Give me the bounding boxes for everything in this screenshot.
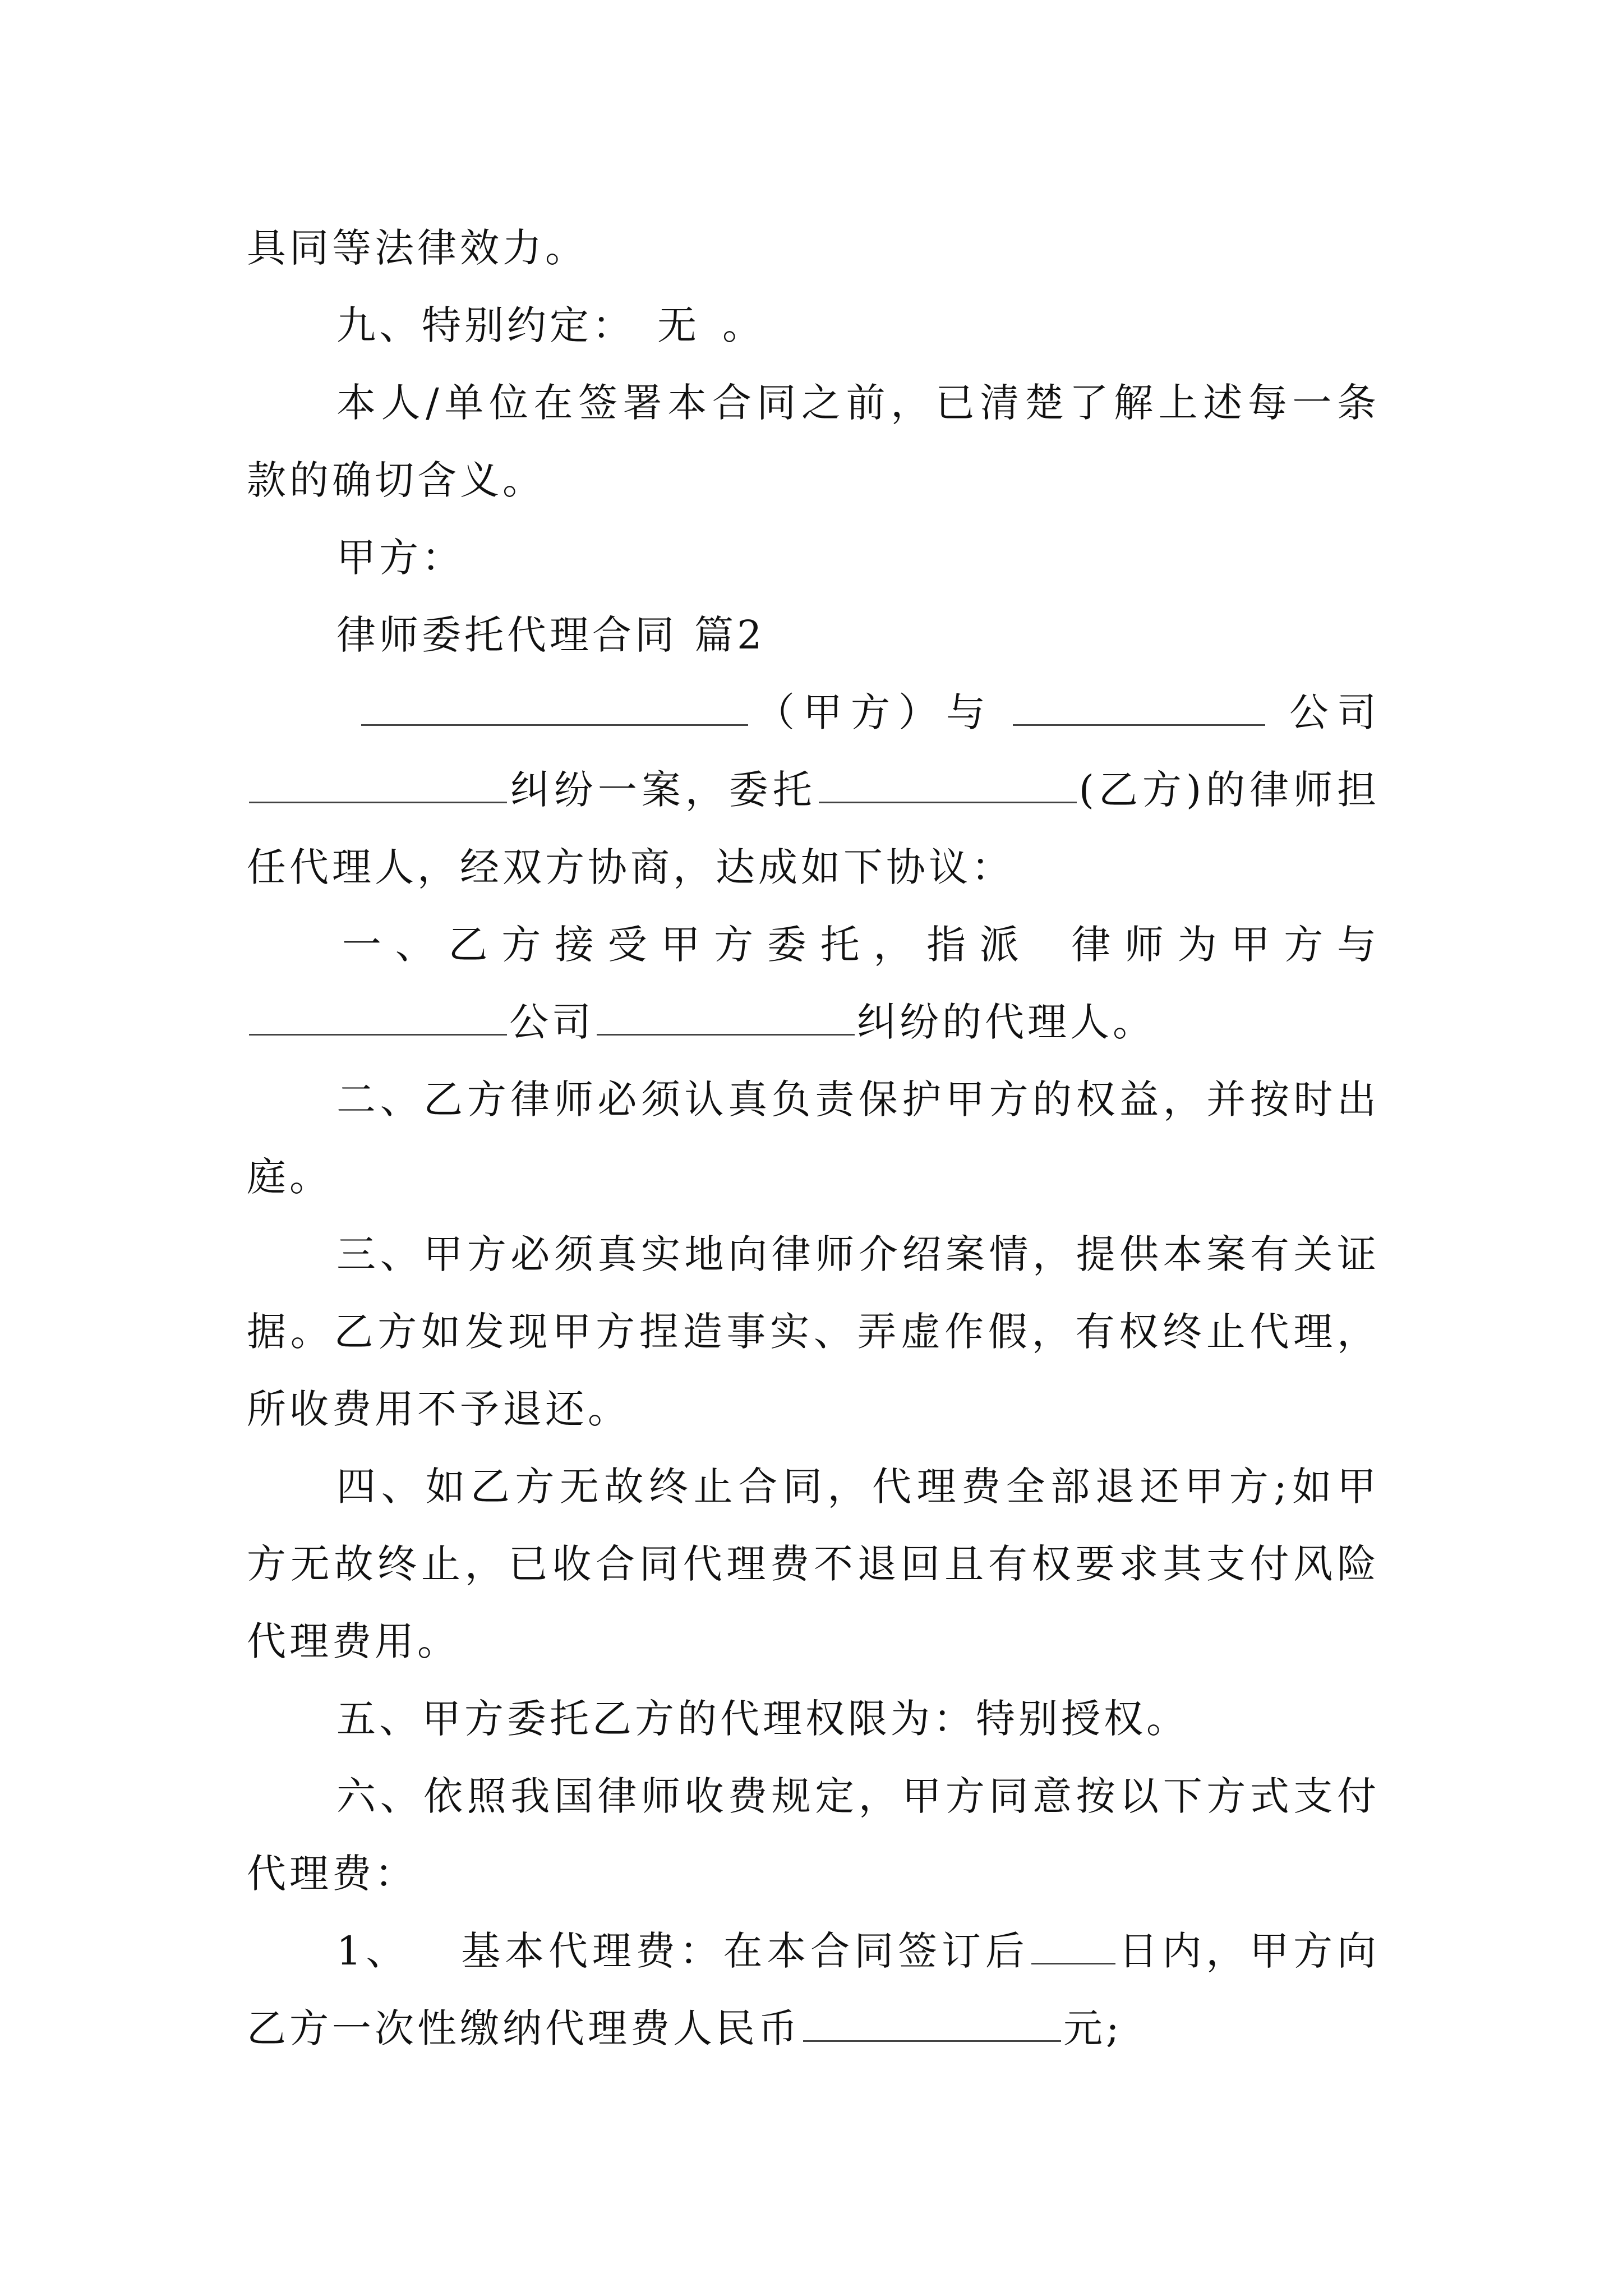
text-segment: 九、特别约定： <box>336 302 635 348</box>
text-segment: 公司 <box>509 999 594 1045</box>
paragraph-line <box>336 1226 1380 1282</box>
signature-label: 甲方： <box>336 535 464 581</box>
paragraph-line <box>336 297 1380 353</box>
text-segment: 乙方一次性缴纳代理费人民币 <box>247 2005 801 2051</box>
paragraph-line <box>336 375 1380 431</box>
text-segment: 四、如乙方无故终止合同，代理费全部退还甲方;如甲 <box>336 1464 1380 1510</box>
text-segment: 具同等法律效力。 <box>247 225 588 271</box>
paragraph-line <box>247 762 1380 818</box>
text-segment: 五、甲方委托乙方的代理权限为：特别授权。 <box>336 1696 1189 1742</box>
paragraph-line <box>359 684 1380 740</box>
paragraph-line <box>247 1846 1380 1902</box>
text-segment: 据。乙方如发现甲方捏造事实、弄虚作假，有权终止代理， <box>247 1309 1380 1355</box>
paragraph-line <box>247 220 1380 276</box>
text-segment: 律师委托代理合同 <box>336 612 677 658</box>
fill-blank[interactable] <box>249 995 507 1036</box>
fill-blank[interactable] <box>1031 1924 1115 1964</box>
text-segment: 无 <box>657 302 700 348</box>
text-segment: 所收费用不予退还。 <box>247 1386 630 1432</box>
text-segment: 本人/单位在签署本合同之前，已清楚了解上述每一条 <box>336 380 1380 426</box>
paragraph-line <box>247 1613 1380 1669</box>
text-segment: (乙方)的律师担 <box>1078 767 1380 813</box>
text-segment: 律师为甲方与 <box>1061 922 1380 968</box>
list-number: 1、 <box>336 1928 410 1974</box>
paragraph-line <box>336 530 1380 586</box>
fill-blank[interactable] <box>597 995 855 1036</box>
fill-blank[interactable] <box>249 762 507 803</box>
text-segment: 方无故终止，已收合同代理费不退回且有权要求其支付风险 <box>247 1541 1380 1587</box>
fill-blank[interactable] <box>1013 685 1265 726</box>
section-title <box>336 607 1380 663</box>
paragraph-line <box>247 452 1380 508</box>
paragraph-line <box>247 1381 1380 1437</box>
fill-blank[interactable] <box>819 762 1077 803</box>
text-segment: 代理费： <box>247 1851 417 1897</box>
text-segment: 纠纷一案，委托 <box>509 767 817 813</box>
text-segment: 一、乙方接受甲方委托，指派 <box>342 922 1033 968</box>
paragraph-line <box>247 2000 1380 2056</box>
text-segment: 公司 <box>1284 689 1380 735</box>
text-segment: 三、甲方必须真实地向律师介绍案情，提供本案有关证 <box>336 1231 1380 1277</box>
text-segment: 基本代理费：在本合同签订后 <box>460 1928 1029 1974</box>
text-segment: 二、乙方律师必须认真负责保护甲方的权益，并按时出 <box>336 1076 1380 1122</box>
paragraph-line <box>247 1149 1380 1205</box>
paragraph-line <box>336 1691 1380 1747</box>
paragraph-line <box>336 1071 1380 1128</box>
text-segment: 日内，甲方向 <box>1117 1928 1380 1974</box>
paragraph-line <box>247 1304 1380 1360</box>
text-segment: 。 <box>722 302 765 348</box>
fill-blank[interactable] <box>803 2001 1061 2042</box>
fill-blank[interactable] <box>361 685 748 726</box>
paragraph-line <box>336 1923 1380 1979</box>
text-segment: 六、依照我国律师收费规定，甲方同意按以下方式支付 <box>336 1773 1380 1819</box>
text-segment: （甲方）与 <box>750 689 994 735</box>
paragraph-line <box>342 917 1380 973</box>
text-segment: 纠纷的代理人。 <box>857 999 1155 1045</box>
text-segment: 篇2 <box>694 612 766 658</box>
text-segment: 任代理人，经双方协商，达成如下协议： <box>247 844 1014 890</box>
text-segment: 代理费用。 <box>247 1618 460 1664</box>
paragraph-line <box>336 1768 1380 1824</box>
paragraph-line <box>247 1536 1380 1592</box>
paragraph-line <box>247 994 1380 1050</box>
text-segment: 款的确切含义。 <box>247 457 545 503</box>
paragraph-line <box>247 839 1380 895</box>
paragraph-line <box>336 1458 1380 1515</box>
text-segment: 元; <box>1063 2005 1123 2051</box>
text-segment: 庭。 <box>247 1154 332 1200</box>
